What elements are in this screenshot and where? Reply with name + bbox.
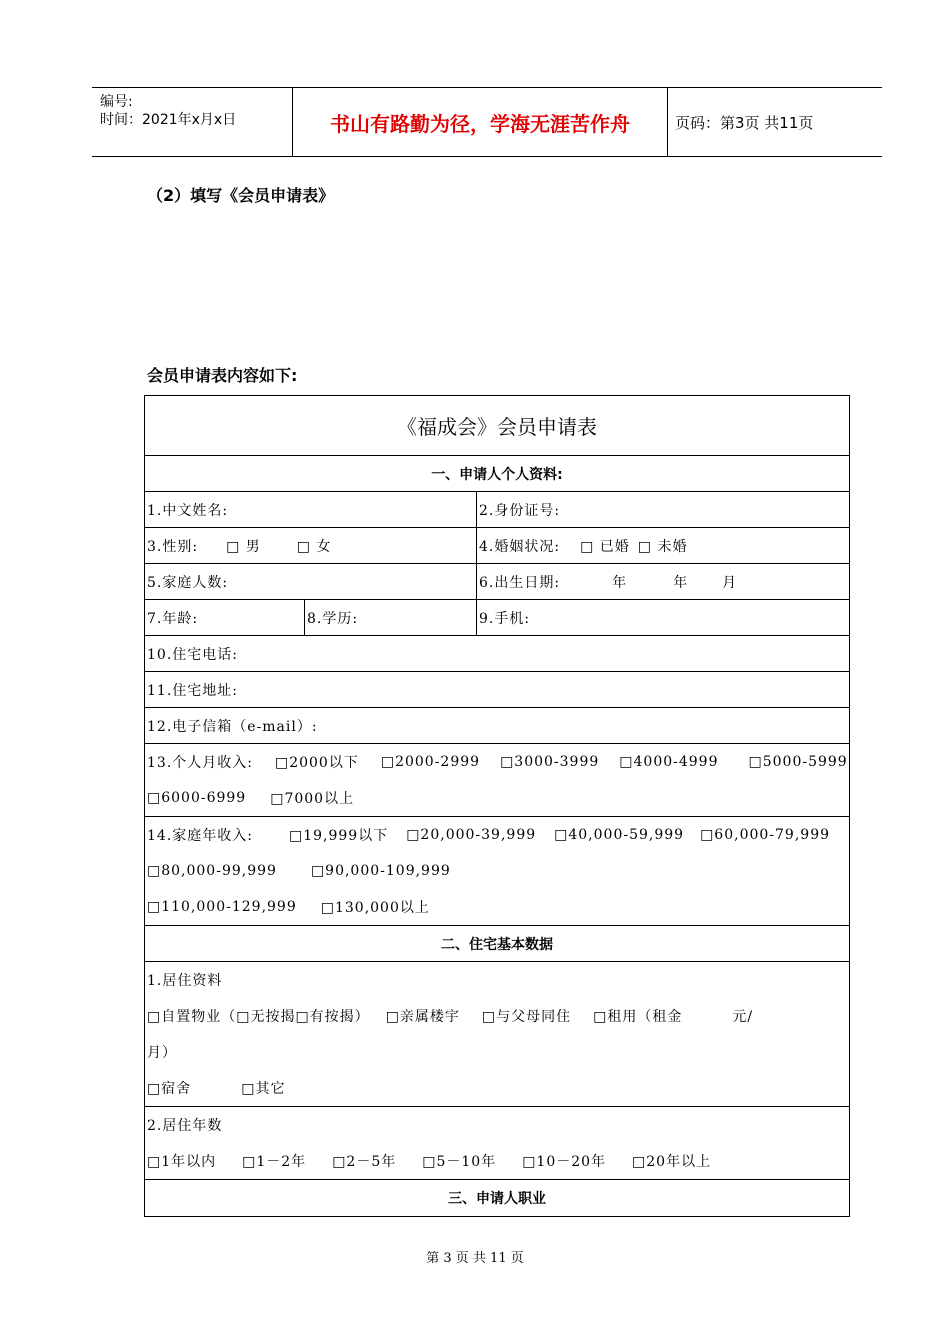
residence-line <box>147 1070 849 1106</box>
field-gender <box>145 528 476 563</box>
section-personal-info: 一、申请人个人资料: <box>145 456 849 492</box>
marital-single-checkbox[interactable]: □ 未婚 <box>637 538 688 555</box>
years-option[interactable]: □10－20年 <box>522 1154 607 1170</box>
residence-option[interactable]: □与父母同住 <box>481 1009 572 1025</box>
header-motto: 书山有路勤为径，学海无涯苦作舟 <box>292 88 668 156</box>
page-footer: 第 3 页 共 11 页 <box>426 1251 524 1266</box>
residence-line <box>147 998 849 1034</box>
monthly-income-line <box>147 780 849 816</box>
section-residence-info: 二、住宅基本数据 <box>145 926 849 962</box>
birth-unit-2: 年 <box>673 574 689 591</box>
document-header <box>92 87 882 157</box>
birth-date-label[interactable]: 6.出生日期: <box>479 574 561 591</box>
field-marital-status <box>476 528 849 563</box>
gender-label: 3.性别: <box>147 538 199 555</box>
field-email[interactable]: 12.电子信箱（e-mail）: <box>147 718 318 735</box>
form-row <box>145 492 849 528</box>
years-option[interactable]: □20年以上 <box>632 1154 712 1170</box>
years-option[interactable]: □5－10年 <box>422 1154 497 1170</box>
field-home-address[interactable]: 11.住宅地址: <box>147 682 238 699</box>
monthly-income-option[interactable]: □4000-4999 <box>619 754 719 770</box>
field-birth-date <box>476 564 849 599</box>
intro-text: 会员申请表内容如下: <box>147 366 298 385</box>
residence-label: 1.居住资料 <box>147 973 223 989</box>
section-occupation: 三、申请人职业 <box>448 1191 546 1207</box>
monthly-income-option[interactable]: □6000-6999 <box>147 790 247 806</box>
form-row <box>145 708 849 744</box>
document-number-label: 编号: <box>100 94 133 110</box>
field-residence <box>145 962 849 1107</box>
monthly-income-line <box>147 744 849 780</box>
annual-income-line <box>147 853 849 889</box>
form-row <box>145 600 849 636</box>
monthly-income-option[interactable]: □3000-3999 <box>500 754 600 770</box>
marital-married-checkbox[interactable]: □ 已婚 <box>580 538 630 555</box>
form-row <box>145 636 849 672</box>
form-row <box>145 564 849 600</box>
annual-income-label: 14.家庭年收入: <box>147 828 253 844</box>
field-family-size[interactable]: 5.家庭人数: <box>147 574 229 591</box>
field-monthly-income <box>145 744 849 817</box>
section-heading: （2）填写《会员申请表》 <box>147 186 335 205</box>
residence-option[interactable]: □宿舍 <box>147 1081 192 1097</box>
monthly-income-option[interactable]: □7000以上 <box>270 791 355 807</box>
form-row <box>145 672 849 708</box>
form-row <box>145 528 849 564</box>
header-meta <box>92 88 292 156</box>
annual-income-option[interactable]: □60,000-79,999 <box>700 827 831 843</box>
monthly-income-option[interactable]: □2000以下 <box>274 755 359 771</box>
field-age[interactable]: 7.年龄: <box>147 610 199 627</box>
annual-income-option[interactable]: □90,000-109,999 <box>310 863 451 879</box>
field-chinese-name[interactable]: 1.中文姓名: <box>147 502 229 519</box>
marital-label: 4.婚姻状况: <box>479 538 561 555</box>
residence-years-label: 2.居住年数 <box>147 1118 223 1134</box>
annual-income-line <box>147 817 849 853</box>
form-title: 《福成会》会员申请表 <box>145 396 849 456</box>
birth-year-unit: 年 <box>612 574 628 591</box>
annual-income-option[interactable]: □130,000以上 <box>320 900 430 916</box>
residence-years-line <box>147 1143 849 1179</box>
annual-income-option[interactable]: □110,000-129,999 <box>147 899 297 915</box>
monthly-income-label: 13.个人月收入: <box>147 755 253 771</box>
field-annual-income <box>145 817 849 926</box>
years-option[interactable]: □1－2年 <box>242 1154 307 1170</box>
field-home-phone[interactable]: 10.住宅电话: <box>147 646 238 663</box>
header-page-number: 页码：第3页 共11页 <box>675 113 814 132</box>
residence-option[interactable]: □其它 <box>241 1081 286 1097</box>
monthly-income-option[interactable]: □2000-2999 <box>380 754 481 770</box>
gender-female-checkbox[interactable]: □ 女 <box>296 538 332 555</box>
field-residence-years <box>145 1107 849 1180</box>
annual-income-option[interactable]: □20,000-39,999 <box>406 827 537 843</box>
birth-month-unit: 月 <box>722 574 738 591</box>
field-education[interactable]: 8.学历: <box>304 600 476 635</box>
field-mobile[interactable]: 9.手机: <box>476 600 849 635</box>
annual-income-option[interactable]: □19,999以下 <box>288 828 389 844</box>
years-option[interactable]: □1年以内 <box>147 1154 217 1170</box>
annual-income-option[interactable]: □80,000-99,999 <box>147 863 277 879</box>
field-id-number[interactable]: 2.身份证号: <box>476 492 849 527</box>
document-time-label: 时间：2021年x月x日 <box>100 112 237 128</box>
residence-option[interactable]: □租用（租金 <box>593 1009 683 1025</box>
membership-application-form <box>144 395 850 1217</box>
residence-rent-unit: 元/ <box>732 1009 754 1025</box>
residence-option[interactable]: □自置物业（□无按揭□有按揭） <box>147 1009 370 1025</box>
annual-income-option[interactable]: □40,000-59,999 <box>554 827 685 843</box>
gender-male-checkbox[interactable]: □ 男 <box>226 538 261 555</box>
monthly-income-option[interactable]: □5000-5999 <box>748 754 848 770</box>
residence-option[interactable]: □亲属楼宇 <box>385 1009 460 1025</box>
annual-income-line <box>147 889 849 925</box>
years-option[interactable]: □2－5年 <box>332 1154 397 1170</box>
residence-line-continued: 月） <box>147 1045 177 1061</box>
